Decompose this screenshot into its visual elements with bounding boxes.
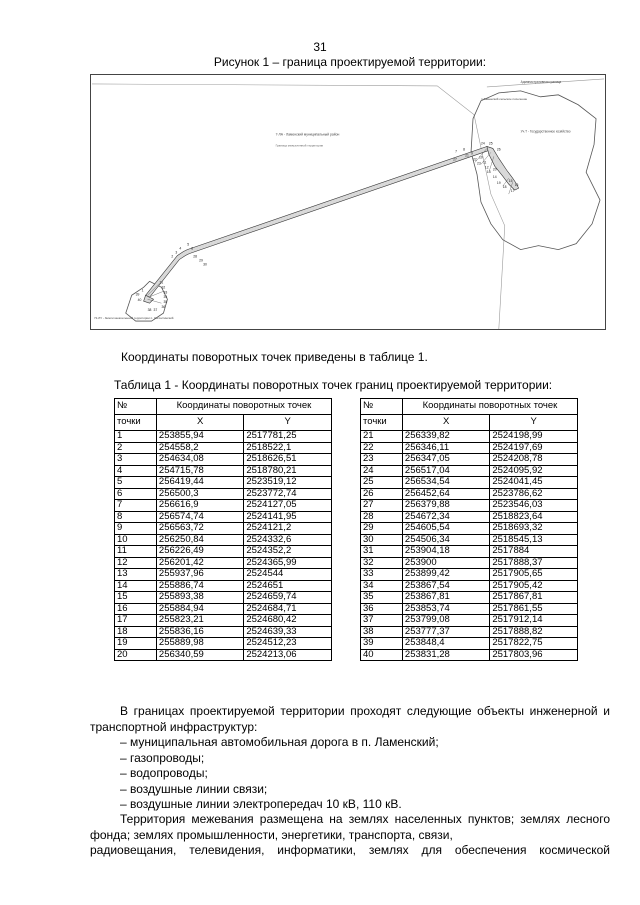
x-coordinate-cell: 256340,59	[156, 649, 243, 661]
x-coordinate-cell: 254715,78	[156, 465, 243, 477]
map-point-label: 40	[137, 298, 142, 303]
table-row	[115, 546, 332, 558]
x-coordinate-cell: 256226,49	[156, 546, 243, 558]
x-coordinate-cell: 255823,21	[156, 615, 243, 627]
y-coordinate-cell: 2524651	[244, 580, 332, 592]
x-coordinate-cell: 253855,94	[156, 431, 243, 443]
point-number-cell: 37	[361, 615, 403, 627]
y-coordinate-cell: 2518823,64	[490, 511, 578, 523]
x-coordinate-cell: 253867,54	[402, 580, 489, 592]
table-caption: Таблица 1 - Координаты поворотных точек границ проектируемой территории:	[114, 378, 553, 392]
map-point-label: 19	[496, 181, 501, 186]
map-point-label: 1	[141, 288, 144, 293]
point-number-cell: 30	[361, 534, 403, 546]
map-point-label: 16	[514, 183, 519, 188]
x-coordinate-cell: 256250,84	[156, 534, 243, 546]
y-coordinate-cell: 2524208,78	[490, 454, 578, 466]
map-point-label: 25	[488, 141, 493, 146]
table-row	[361, 580, 578, 592]
point-number-cell: 4	[115, 465, 157, 477]
map-label-municipal: 7-ЛА - Ламенский муниципальный район	[275, 132, 340, 137]
y-coordinate-cell: 2523519,12	[244, 477, 332, 489]
map-point-label: 7	[455, 149, 458, 154]
col-x-header: X	[156, 415, 243, 431]
y-coordinate-cell: 2524365,99	[244, 557, 332, 569]
table-row	[115, 488, 332, 500]
table-row	[361, 523, 578, 535]
y-coordinate-cell: 2524332,6	[244, 534, 332, 546]
x-coordinate-cell: 255893,38	[156, 592, 243, 604]
table-row	[115, 592, 332, 604]
boundary-map-drawing	[91, 75, 605, 329]
point-number-cell: 21	[361, 431, 403, 443]
table-row	[115, 431, 332, 443]
table-row	[361, 500, 578, 512]
map-point-label: 38	[147, 308, 152, 313]
map-label-bottom-left: 72-ЛУ - Земли межселенной территории п. Салхитинский	[94, 316, 174, 321]
table-row	[115, 477, 332, 489]
table-row	[115, 569, 332, 581]
point-number-cell: 26	[361, 488, 403, 500]
table-row	[361, 477, 578, 489]
map-point-label: 32	[161, 285, 166, 290]
point-number-cell: 22	[361, 442, 403, 454]
x-coordinate-cell: 255884,94	[156, 603, 243, 615]
y-coordinate-cell: 2517912,14	[490, 615, 578, 627]
table-row	[115, 626, 332, 638]
table-row	[115, 523, 332, 535]
col-num-header: №	[115, 399, 157, 415]
x-coordinate-cell: 256574,74	[156, 511, 243, 523]
y-coordinate-cell: 2523786,62	[490, 488, 578, 500]
figure-caption: Рисунок 1 – граница проектируемой территории:	[213, 55, 487, 69]
table-row	[115, 442, 332, 454]
x-coordinate-cell: 256419,44	[156, 477, 243, 489]
y-coordinate-cell: 2524639,33	[244, 626, 332, 638]
map-point-label: 20	[492, 167, 497, 172]
map-point-label: 11	[482, 160, 487, 165]
table-row	[361, 649, 578, 661]
point-number-cell: 8	[115, 511, 157, 523]
coordinates-table-right	[360, 398, 578, 661]
col-y-header: Y	[490, 415, 578, 431]
table-row	[115, 454, 332, 466]
infrastructure-list	[120, 735, 610, 813]
list-item: – воздушные линии электропередач 10 кВ, 110 кВ.	[120, 797, 402, 812]
map-point-label: 23	[476, 161, 481, 166]
y-coordinate-cell: 2517781,25	[244, 431, 332, 443]
map-point-label: 37	[153, 308, 158, 313]
x-coordinate-cell: 256347,05	[402, 454, 489, 466]
point-number-cell: 14	[115, 580, 157, 592]
point-number-cell: 1	[115, 431, 157, 443]
table-row	[361, 442, 578, 454]
map-point-label: 21	[465, 153, 469, 158]
point-number-cell: 5	[115, 477, 157, 489]
point-number-cell: 7	[115, 500, 157, 512]
x-coordinate-cell: 256379,88	[402, 500, 489, 512]
point-number-cell: 23	[361, 454, 403, 466]
x-coordinate-cell: 253900	[402, 557, 489, 569]
col-num-sub-header: точки	[361, 415, 403, 431]
x-coordinate-cell: 253867,81	[402, 592, 489, 604]
y-coordinate-cell: 2524197,69	[490, 442, 578, 454]
y-coordinate-cell: 2517861,55	[490, 603, 578, 615]
table-row	[361, 615, 578, 627]
point-number-cell: 6	[115, 488, 157, 500]
table-row	[115, 511, 332, 523]
map-point-label: 18	[502, 185, 507, 190]
x-coordinate-cell: 253899,42	[402, 569, 489, 581]
table-row	[361, 534, 578, 546]
y-coordinate-cell: 2517803,96	[490, 649, 578, 661]
x-coordinate-cell: 256201,42	[156, 557, 243, 569]
y-coordinate-cell: 2517884	[490, 546, 578, 558]
x-coordinate-cell: 254634,08	[156, 454, 243, 466]
x-coordinate-cell: 255886,74	[156, 580, 243, 592]
map-point-label: 9	[471, 151, 473, 156]
map-point-label: 3	[175, 250, 178, 255]
x-coordinate-cell: 256534,54	[402, 477, 489, 489]
y-coordinate-cell: 2517888,37	[490, 557, 578, 569]
table-row	[115, 465, 332, 477]
y-coordinate-cell: 2524684,71	[244, 603, 332, 615]
x-coordinate-cell: 256500,3	[156, 488, 243, 500]
y-coordinate-cell: 2524680,42	[244, 615, 332, 627]
list-item: – газопроводы;	[120, 750, 205, 765]
map-point-label: 8	[463, 147, 465, 152]
point-number-cell: 39	[361, 638, 403, 650]
x-coordinate-cell: 256452,64	[402, 488, 489, 500]
y-coordinate-cell: 2524213,06	[244, 649, 332, 661]
map-label-boundary-note: Граница межселенной территории	[275, 143, 324, 148]
page-number: 31	[313, 40, 327, 54]
y-coordinate-cell: 2517888,82	[490, 626, 578, 638]
point-number-cell: 27	[361, 500, 403, 512]
point-number-cell: 3	[115, 454, 157, 466]
x-coordinate-cell: 256346,11	[402, 442, 489, 454]
map-point-label: 29	[199, 258, 203, 263]
map-point-label: 17	[510, 189, 515, 194]
x-coordinate-cell: 254672,34	[402, 511, 489, 523]
point-number-cell: 31	[361, 546, 403, 558]
y-coordinate-cell: 2524095,92	[490, 465, 578, 477]
table-row	[115, 557, 332, 569]
map-point-label: 14	[492, 175, 497, 180]
list-item: – водопроводы;	[120, 766, 208, 781]
point-number-cell: 18	[115, 626, 157, 638]
point-number-cell: 10	[115, 534, 157, 546]
point-number-cell: 33	[361, 569, 403, 581]
point-number-cell: 13	[115, 569, 157, 581]
point-number-cell: 9	[115, 523, 157, 535]
x-coordinate-cell: 253904,18	[402, 546, 489, 558]
x-coordinate-cell: 254558,2	[156, 442, 243, 454]
map-point-label: 2	[171, 254, 174, 259]
y-coordinate-cell: 2518522,1	[244, 442, 332, 454]
y-coordinate-cell: 2518780,21	[244, 465, 332, 477]
map-point-label: 15	[508, 179, 513, 184]
map-point-label: 4	[179, 246, 182, 251]
col-num-header: №	[361, 399, 403, 415]
map-label-settlement-name: п.Ламенский сельское поселение	[480, 96, 528, 101]
point-number-cell: 34	[361, 580, 403, 592]
map-point-label: 27	[453, 157, 457, 162]
map-point-label: 22	[473, 157, 477, 162]
point-number-cell: 38	[361, 626, 403, 638]
paragraph-land-categories-main: Территория межевания размещена на землях населенных пунктов; землях лесного фонда; землях промышленности, энергетики, транспорта, связи,	[90, 812, 610, 842]
point-number-cell: 15	[115, 592, 157, 604]
paragraph-land-categories	[90, 812, 610, 859]
x-coordinate-cell: 253777,37	[402, 626, 489, 638]
point-number-cell: 11	[115, 546, 157, 558]
point-number-cell: 36	[361, 603, 403, 615]
y-coordinate-cell: 2524121,2	[244, 523, 332, 535]
col-group-header: Координаты поворотных точек	[156, 399, 331, 415]
x-coordinate-cell: 253853,74	[402, 603, 489, 615]
map-point-label: 33	[163, 290, 168, 295]
map-point-label: 13	[486, 170, 491, 175]
point-number-cell: 17	[115, 615, 157, 627]
y-coordinate-cell: 2517822,75	[490, 638, 578, 650]
y-coordinate-cell: 2523546,03	[490, 500, 578, 512]
map-point-label: 10	[478, 155, 483, 160]
x-coordinate-cell: 255889,98	[156, 638, 243, 650]
point-number-cell: 19	[115, 638, 157, 650]
col-num-sub-header: точки	[115, 415, 157, 431]
x-coordinate-cell: 256616,9	[156, 500, 243, 512]
y-coordinate-cell: 2524141,95	[244, 511, 332, 523]
point-number-cell: 20	[115, 649, 157, 661]
x-coordinate-cell: 255937,96	[156, 569, 243, 581]
y-coordinate-cell: 2524512,23	[244, 638, 332, 650]
point-number-cell: 2	[115, 442, 157, 454]
table-row	[115, 500, 332, 512]
table-row	[361, 454, 578, 466]
x-coordinate-cell: 256563,72	[156, 523, 243, 535]
map-point-label: 26	[496, 147, 501, 152]
table-row	[115, 603, 332, 615]
map-point-label: 12	[484, 165, 489, 170]
x-coordinate-cell: 255836,16	[156, 626, 243, 638]
y-coordinate-cell: 2524544	[244, 569, 332, 581]
table-row	[361, 603, 578, 615]
table-row	[115, 638, 332, 650]
coords-intro: Координаты поворотных точек приведены в таблице 1.	[121, 350, 428, 364]
y-coordinate-cell: 2524659,74	[244, 592, 332, 604]
table-row	[361, 592, 578, 604]
map-point-label: 34	[163, 295, 168, 300]
list-item: – муниципальная автомобильная дорога в п. Ламенский;	[120, 735, 439, 749]
map-label-settlement-group: Административная граница	[520, 79, 562, 84]
x-coordinate-cell: 256517,04	[402, 465, 489, 477]
table-row	[361, 431, 578, 443]
point-number-cell: 35	[361, 592, 403, 604]
point-number-cell: 28	[361, 511, 403, 523]
table-row	[361, 488, 578, 500]
point-number-cell: 40	[361, 649, 403, 661]
y-coordinate-cell: 2517905,42	[490, 580, 578, 592]
table-row	[115, 534, 332, 546]
x-coordinate-cell: 253831,28	[402, 649, 489, 661]
point-number-cell: 25	[361, 477, 403, 489]
y-coordinate-cell: 2518693,32	[490, 523, 578, 535]
boundary-map	[90, 74, 606, 330]
x-coordinate-cell: 256339,82	[402, 431, 489, 443]
map-point-label: 31	[159, 280, 164, 285]
map-point-label: 6	[191, 246, 194, 251]
table-row	[361, 626, 578, 638]
y-coordinate-cell: 2518626,51	[244, 454, 332, 466]
paragraph-infrastructure: В границах проектируемой территории проходят следующие объекты инженерной и транспортной инфраструктур:	[90, 704, 610, 734]
map-point-label: 28	[193, 254, 197, 259]
y-coordinate-cell: 2524041,45	[490, 477, 578, 489]
map-point-label: 24	[480, 141, 485, 146]
table-row	[361, 546, 578, 558]
point-number-cell: 32	[361, 557, 403, 569]
table-row	[361, 638, 578, 650]
map-point-label: 35	[163, 300, 168, 305]
y-coordinate-cell: 2524127,05	[244, 500, 332, 512]
table-row	[361, 511, 578, 523]
col-group-header: Координаты поворотных точек	[402, 399, 577, 415]
map-point-label: 30	[203, 262, 207, 267]
y-coordinate-cell: 2524198,99	[490, 431, 578, 443]
map-point-label: 5	[187, 242, 190, 247]
x-coordinate-cell: 253848,4	[402, 638, 489, 650]
map-label-farm: Уч.Т - Государственное хозяйство	[520, 129, 571, 134]
x-coordinate-cell: 254605,54	[402, 523, 489, 535]
y-coordinate-cell: 2524352,2	[244, 546, 332, 558]
x-coordinate-cell: 254506,34	[402, 534, 489, 546]
point-number-cell: 24	[361, 465, 403, 477]
map-point-label: 39	[135, 292, 140, 297]
table-row	[115, 615, 332, 627]
table-row	[361, 465, 578, 477]
point-number-cell: 16	[115, 603, 157, 615]
coordinates-table-left	[114, 398, 332, 661]
y-coordinate-cell: 2523772,74	[244, 488, 332, 500]
y-coordinate-cell: 2517867,81	[490, 592, 578, 604]
x-coordinate-cell: 253799,08	[402, 615, 489, 627]
y-coordinate-cell: 2518545,13	[490, 534, 578, 546]
point-number-cell: 12	[115, 557, 157, 569]
col-x-header: X	[402, 415, 489, 431]
paragraph-land-categories-last-line: радиовещания, телевидения, информатики, землях для обеспечения космической	[90, 843, 610, 858]
table-row	[115, 649, 332, 661]
table-row	[115, 580, 332, 592]
col-y-header: Y	[244, 415, 332, 431]
table-row	[361, 557, 578, 569]
y-coordinate-cell: 2517905,65	[490, 569, 578, 581]
map-point-label: 36	[161, 305, 166, 310]
point-number-cell: 29	[361, 523, 403, 535]
list-item: – воздушные линии связи;	[120, 781, 268, 796]
table-row	[361, 569, 578, 581]
